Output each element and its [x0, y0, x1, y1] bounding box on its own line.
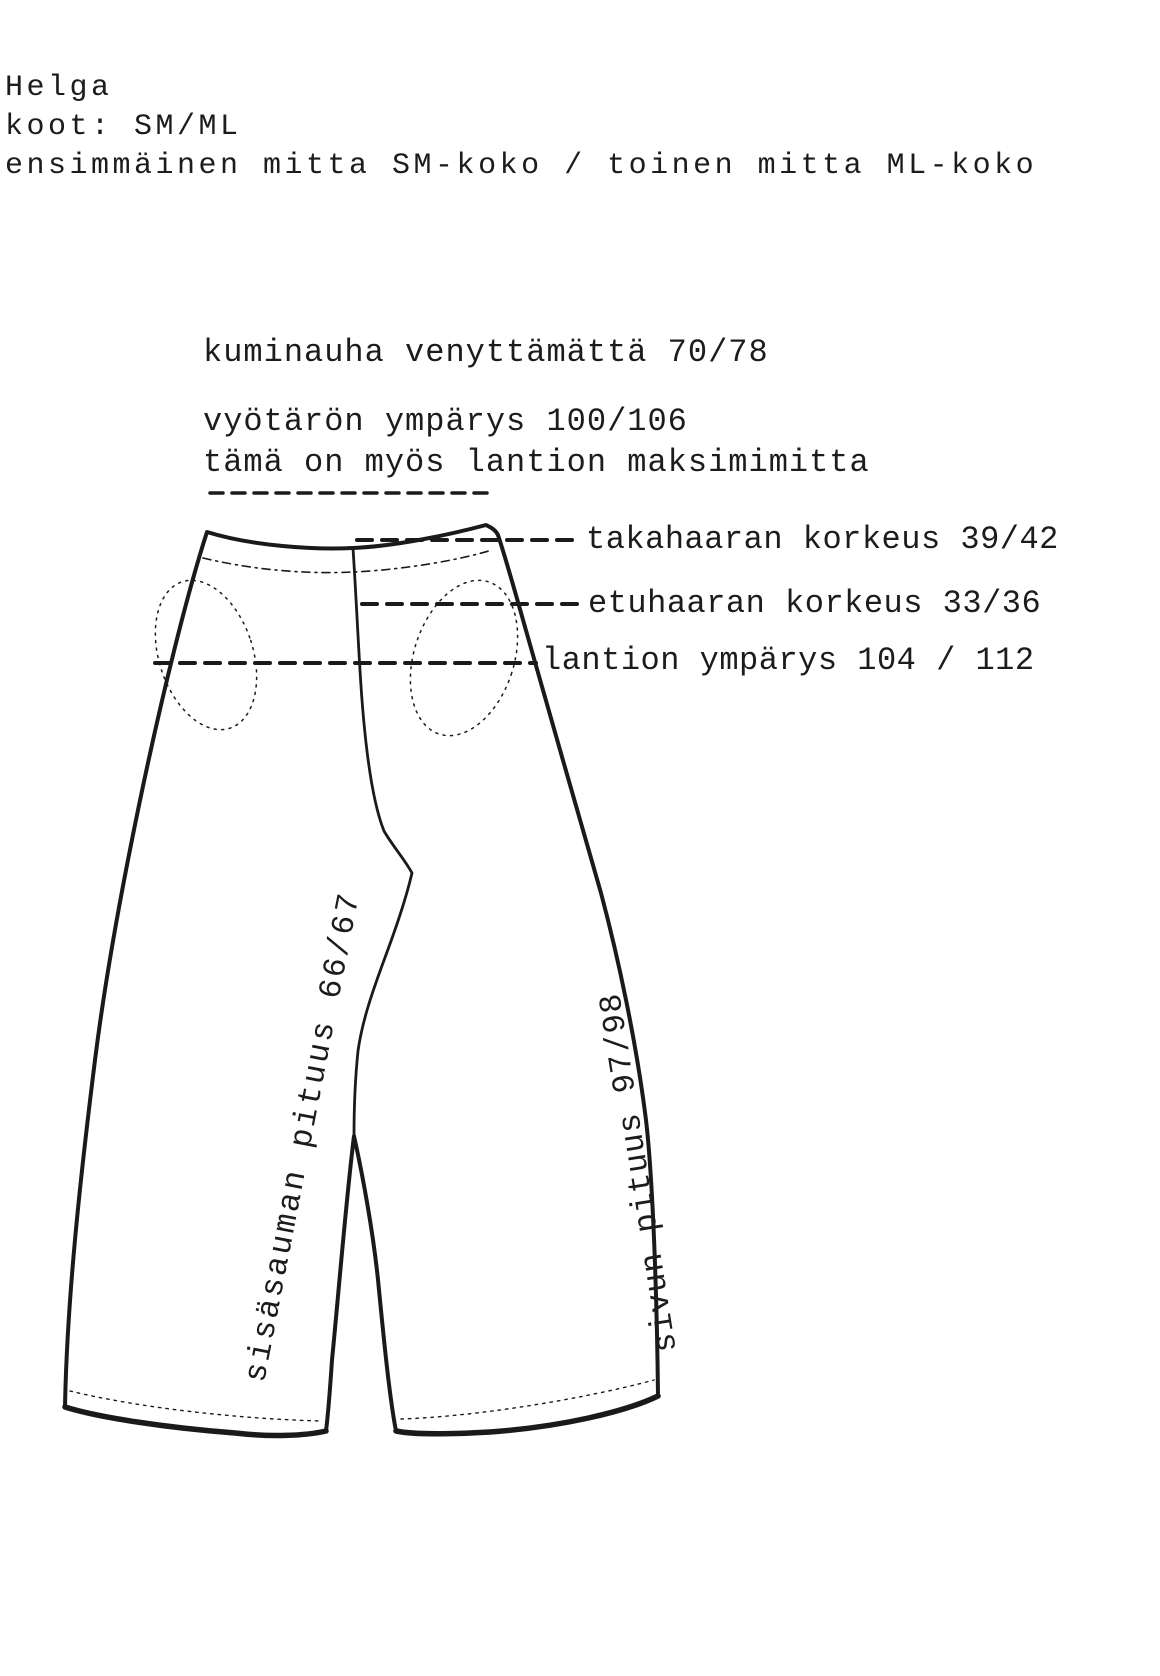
elastic-note: kuminauha venyttämättä 70/78 [203, 334, 769, 371]
product-name: Helga [5, 71, 113, 105]
waist-max-note: tämä on myös lantion maksimimitta [203, 444, 870, 481]
waistband-stitch-line [203, 550, 492, 573]
hip-label: lantion ympärys 104 / 112 [542, 642, 1035, 679]
waist-note: vyötärön ympärys 100/106 [203, 403, 688, 440]
right-hem-edge [396, 1396, 658, 1434]
sizes-line: koot: SM/ML [5, 110, 242, 144]
size-note-line: ensimmäinen mitta SM-koko / toinen mitta ML-koko [5, 149, 1038, 183]
front-rise-label: etuhaaran korkeus 33/36 [588, 585, 1042, 622]
center-front-seam [353, 548, 412, 1136]
side-length-label: sivun pituus 97/98 [592, 990, 686, 1355]
left-hem-edge [65, 1407, 326, 1435]
inseam-length-label: sisäsauman pituus 66/67 [237, 888, 369, 1386]
back-rise-label: takahaaran korkeus 39/42 [586, 521, 1059, 558]
